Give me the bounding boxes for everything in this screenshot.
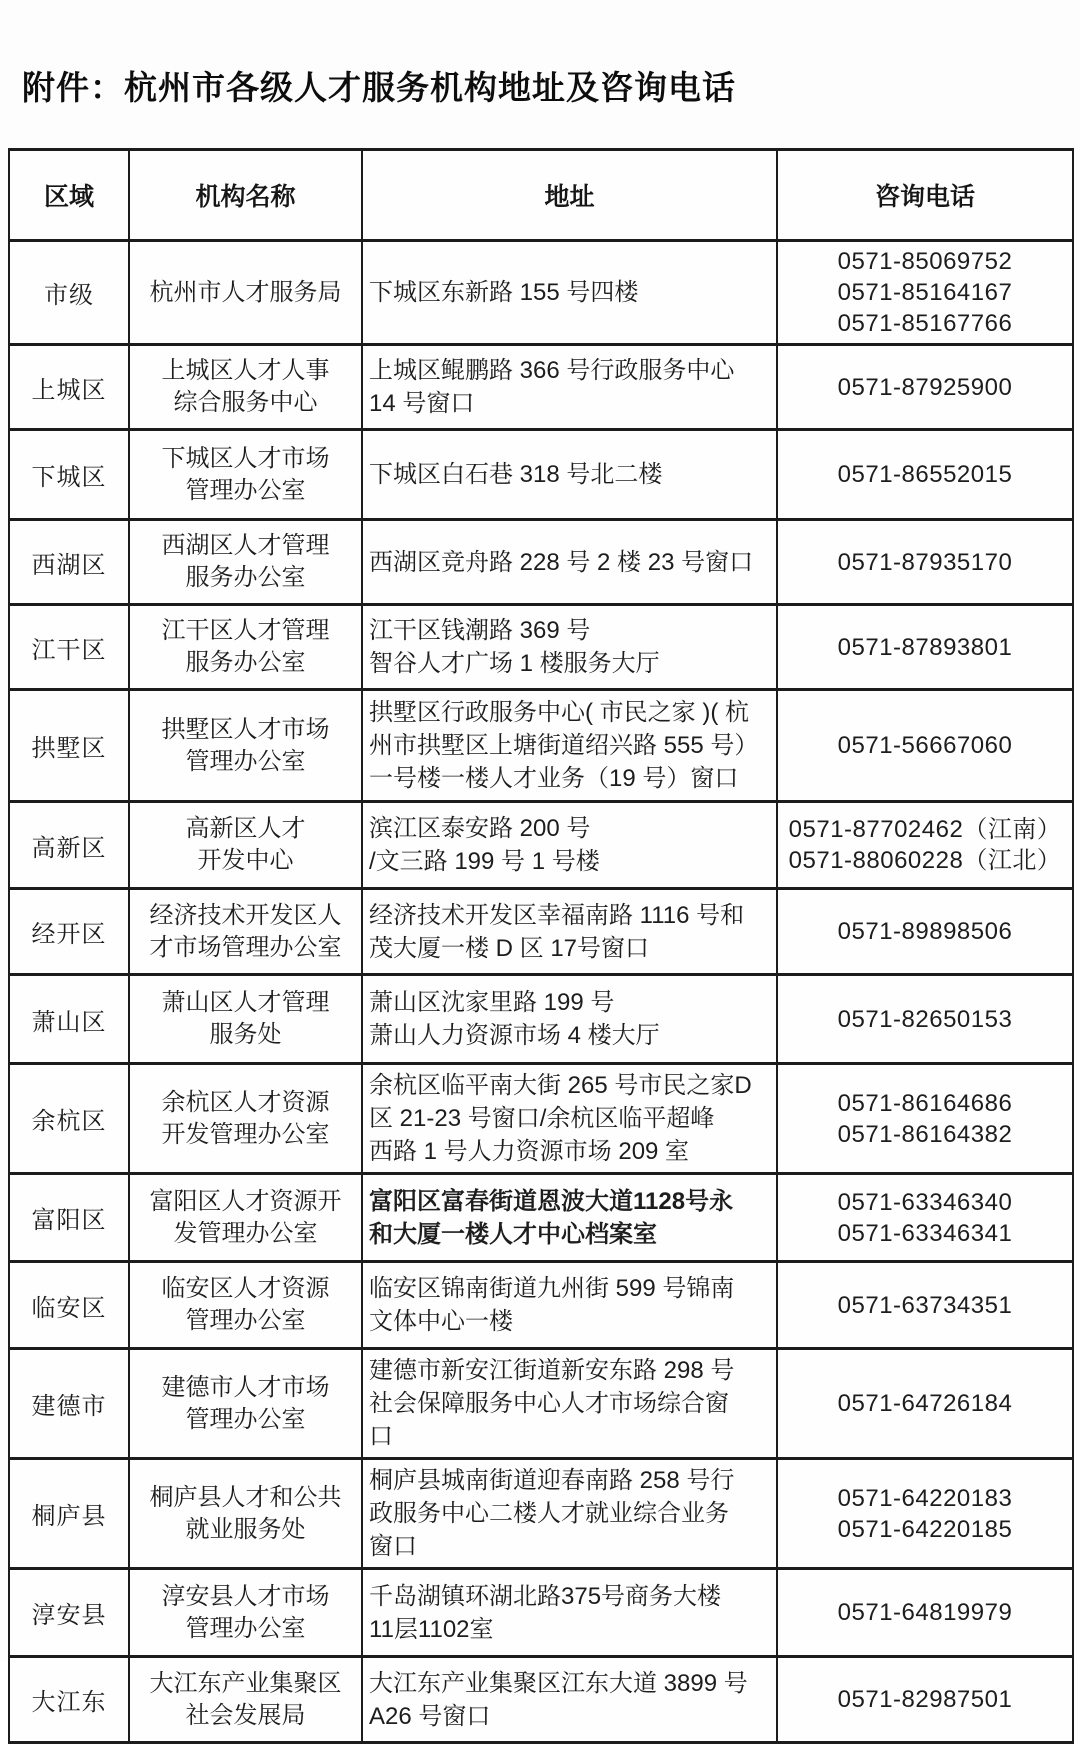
column-header-org: 机构名称	[129, 150, 362, 241]
address-cell	[362, 520, 777, 605]
table-row	[9, 1569, 1073, 1657]
table-row	[9, 520, 1073, 605]
address-cell	[362, 889, 777, 975]
address-line: 下城区白石巷 318 号北二楼	[369, 461, 663, 488]
phone-cell	[777, 690, 1073, 802]
table-row	[9, 802, 1073, 889]
phone-cell	[777, 520, 1073, 605]
table-row	[9, 1262, 1073, 1349]
org-name-cell	[129, 1262, 362, 1349]
address-line: 江干区钱潮路 369 号	[369, 617, 591, 644]
address-line: 社会保障服务中心人才市场综合窗	[369, 1390, 729, 1417]
address-line: 富阳区富春街道恩波大道1128号永	[369, 1187, 734, 1215]
region-cell: 下城区	[9, 430, 129, 520]
phone-number: 0571-64220183	[837, 1484, 1013, 1512]
region-cell: 余杭区	[9, 1064, 129, 1174]
address-line: 余杭区临平南大街 265 号市民之家D	[369, 1072, 752, 1099]
address-cell	[362, 1459, 777, 1569]
org-name-line: 杭州市人才服务局	[149, 278, 342, 306]
org-name-line: 服务处	[209, 1021, 282, 1048]
org-name-cell	[129, 345, 362, 430]
address-line: 茂大厦一楼 D 区 17号窗口	[369, 934, 650, 962]
phone-cell	[777, 1459, 1073, 1569]
org-name-cell	[129, 802, 362, 889]
region-cell: 经开区	[9, 889, 129, 975]
region-cell: 拱墅区	[9, 690, 129, 802]
phone-cell	[777, 1262, 1073, 1349]
phone-cell	[777, 1349, 1073, 1459]
phone-number: 0571-86552015	[837, 461, 1013, 488]
region-cell: 高新区	[9, 802, 129, 889]
address-line: 14 号窗口	[369, 390, 475, 417]
org-name-line: 管理办公室	[185, 1614, 306, 1642]
phone-number: 0571-86164382	[837, 1120, 1013, 1148]
phone-number: 0571-86164686	[837, 1089, 1013, 1117]
org-name-line: 淳安县人才市场	[161, 1582, 330, 1610]
org-name-line: 管理办公室	[185, 1405, 306, 1433]
address-line: 政服务中心二楼人才就业综合业务	[369, 1500, 729, 1527]
region-cell: 大江东	[9, 1657, 129, 1743]
phone-number: 0571-85167766	[837, 310, 1013, 337]
phone-number: 0571-82650153	[837, 1005, 1013, 1033]
address-line: 区 21-23 号窗口/余杭区临平超峰	[369, 1105, 715, 1132]
region-cell: 西湖区	[9, 520, 129, 605]
table-body	[9, 241, 1073, 1743]
org-name-line: 拱墅区人才市场	[161, 715, 330, 743]
phone-cell	[777, 1174, 1073, 1262]
phone-cell	[777, 889, 1073, 975]
org-name-line: 萧山区人才管理	[161, 989, 330, 1016]
address-line: 西湖区竞舟路 228 号 2 楼 23 号窗口	[369, 548, 754, 576]
region-cell: 市级	[9, 241, 129, 345]
column-header-phone: 咨询电话	[777, 150, 1073, 241]
address-cell	[362, 1064, 777, 1174]
org-name-cell	[129, 975, 362, 1064]
org-name-cell	[129, 520, 362, 605]
org-name-line: 服务办公室	[185, 564, 306, 591]
table-row	[9, 605, 1073, 690]
phone-number: 0571-64220185	[837, 1515, 1013, 1543]
phone-number: 0571-88060228（江北）	[788, 847, 1062, 874]
address-cell	[362, 1262, 777, 1349]
address-line: 萧山人力资源市场 4 楼大厅	[369, 1022, 660, 1049]
address-line: 千岛湖镇环湖北路375号商务大楼	[369, 1582, 722, 1610]
org-name-line: 余杭区人才资源	[161, 1088, 330, 1116]
address-line: 和大厦一楼人才中心档案室	[369, 1220, 657, 1248]
address-line: 萧山区沈家里路 199 号	[369, 989, 615, 1016]
phone-number: 0571-85164167	[837, 279, 1013, 306]
address-cell	[362, 605, 777, 690]
org-name-line: 大江东产业集聚区	[149, 1669, 342, 1697]
org-name-line: 开发中心	[197, 847, 294, 874]
org-name-line: 管理办公室	[185, 747, 306, 775]
address-line: 桐庐县城南街道迎春南路 258 号行	[369, 1467, 735, 1494]
phone-number: 0571-87925900	[837, 373, 1013, 401]
org-name-line: 发管理办公室	[173, 1219, 318, 1247]
region-cell: 桐庐县	[9, 1459, 129, 1569]
phone-number: 0571-89898506	[837, 918, 1013, 945]
org-name-line: 开发管理办公室	[161, 1120, 330, 1148]
org-name-cell	[129, 1064, 362, 1174]
table-row	[9, 345, 1073, 430]
region-cell: 江干区	[9, 605, 129, 690]
phone-number: 0571-63734351	[837, 1291, 1013, 1319]
org-name-line: 经济技术开发区人	[149, 901, 342, 929]
org-name-cell	[129, 1569, 362, 1657]
address-line: 一号楼一楼人才业务（19 号）窗口	[369, 765, 739, 792]
address-cell	[362, 1174, 777, 1262]
region-cell: 萧山区	[9, 975, 129, 1064]
table-row	[9, 975, 1073, 1064]
phone-number: 0571-56667060	[837, 732, 1013, 759]
table-row	[9, 1064, 1073, 1174]
address-cell	[362, 975, 777, 1064]
address-cell	[362, 1657, 777, 1743]
phone-number: 0571-87702462（江南）	[788, 816, 1062, 843]
org-name-line: 临安区人才资源	[161, 1275, 330, 1302]
org-name-cell	[129, 1459, 362, 1569]
phone-number: 0571-87935170	[837, 548, 1013, 576]
address-line: 西路 1 号人力资源市场 209 室	[369, 1138, 690, 1165]
table-row	[9, 1657, 1073, 1743]
org-name-line: 桐庐县人才和公共	[149, 1483, 342, 1511]
address-line: 州市拱墅区上塘街道绍兴路 555 号）	[369, 732, 759, 759]
region-cell: 富阳区	[9, 1174, 129, 1262]
org-name-cell	[129, 1174, 362, 1262]
phone-number: 0571-63346340	[837, 1188, 1013, 1216]
address-line: 临安区锦南街道九州街 599 号锦南	[369, 1275, 735, 1302]
table-row	[9, 1459, 1073, 1569]
region-cell: 淳安县	[9, 1569, 129, 1657]
org-name-cell	[129, 889, 362, 975]
org-name-cell	[129, 605, 362, 690]
phone-cell	[777, 241, 1073, 345]
org-name-line: 管理办公室	[185, 476, 306, 504]
org-name-cell	[129, 1349, 362, 1459]
address-cell	[362, 690, 777, 802]
org-name-line: 高新区人才	[185, 815, 306, 842]
org-name-line: 西湖区人才管理	[161, 532, 330, 559]
phone-cell	[777, 345, 1073, 430]
phone-cell	[777, 975, 1073, 1064]
org-name-cell	[129, 690, 362, 802]
address-line: A26 号窗口	[369, 1702, 491, 1730]
address-line: 口	[369, 1423, 393, 1450]
address-cell	[362, 430, 777, 520]
region-cell: 上城区	[9, 345, 129, 430]
phone-cell	[777, 605, 1073, 690]
org-name-line: 下城区人才市场	[161, 444, 330, 472]
phone-cell	[777, 1569, 1073, 1657]
phone-number: 0571-87893801	[837, 633, 1013, 661]
org-name-line: 服务办公室	[185, 649, 306, 676]
address-line: 上城区鲲鹏路 366 号行政服务中心	[369, 357, 735, 384]
address-line: 建德市新安江街道新安东路 298 号	[369, 1357, 735, 1384]
org-name-line: 管理办公室	[185, 1307, 306, 1334]
column-header-region: 区域	[9, 150, 129, 241]
table-row	[9, 1174, 1073, 1262]
table-row	[9, 690, 1073, 802]
table-row	[9, 241, 1073, 345]
address-line: 经济技术开发区幸福南路 1116 号和	[369, 901, 745, 929]
address-line: 大江东产业集聚区江东大道 3899 号	[369, 1669, 748, 1697]
phone-number: 0571-82987501	[837, 1686, 1013, 1713]
phone-cell	[777, 1657, 1073, 1743]
address-cell	[362, 1569, 777, 1657]
address-line: 下城区东新路 155 号四楼	[369, 279, 639, 306]
address-line: 滨江区泰安路 200 号	[369, 815, 591, 842]
address-line: 11层1102室	[369, 1615, 494, 1643]
address-line: 智谷人才广场 1 楼服务大厅	[369, 650, 660, 677]
table-row	[9, 1349, 1073, 1459]
address-line: 文体中心一楼	[369, 1308, 513, 1335]
region-cell: 临安区	[9, 1262, 129, 1349]
org-name-line: 建德市人才市场	[161, 1373, 330, 1401]
org-name-line: 就业服务处	[185, 1515, 306, 1543]
org-name-line: 富阳区人才资源开	[149, 1187, 342, 1215]
page-title: 附件：杭州市各级人才服务机构地址及咨询电话	[22, 69, 736, 106]
address-cell	[362, 345, 777, 430]
address-cell	[362, 241, 777, 345]
org-name-line: 上城区人才人事	[161, 357, 330, 384]
header-row	[9, 150, 1073, 241]
phone-number: 0571-85069752	[837, 248, 1013, 275]
org-name-line: 才市场管理办公室	[149, 933, 342, 961]
address-line: 拱墅区行政服务中心( 市民之家 )( 杭	[369, 699, 749, 726]
address-cell	[362, 1349, 777, 1459]
org-name-line: 综合服务中心	[173, 389, 318, 416]
talent-agencies-table	[8, 148, 1074, 1744]
address-cell	[362, 802, 777, 889]
region-cell: 建德市	[9, 1349, 129, 1459]
org-name-line: 江干区人才管理	[161, 617, 330, 644]
phone-number: 0571-64819979	[837, 1599, 1013, 1626]
phone-number: 0571-63346341	[837, 1219, 1013, 1247]
org-name-line: 社会发展局	[185, 1701, 306, 1729]
column-header-address: 地址	[362, 150, 777, 241]
address-line: 窗口	[369, 1533, 417, 1560]
table-row	[9, 430, 1073, 520]
table-row	[9, 889, 1073, 975]
phone-cell	[777, 430, 1073, 520]
org-name-cell	[129, 241, 362, 345]
phone-cell	[777, 1064, 1073, 1174]
phone-number: 0571-64726184	[837, 1390, 1013, 1417]
address-line: /文三路 199 号 1 号楼	[369, 848, 600, 875]
phone-cell	[777, 802, 1073, 889]
org-name-cell	[129, 430, 362, 520]
org-name-cell	[129, 1657, 362, 1743]
